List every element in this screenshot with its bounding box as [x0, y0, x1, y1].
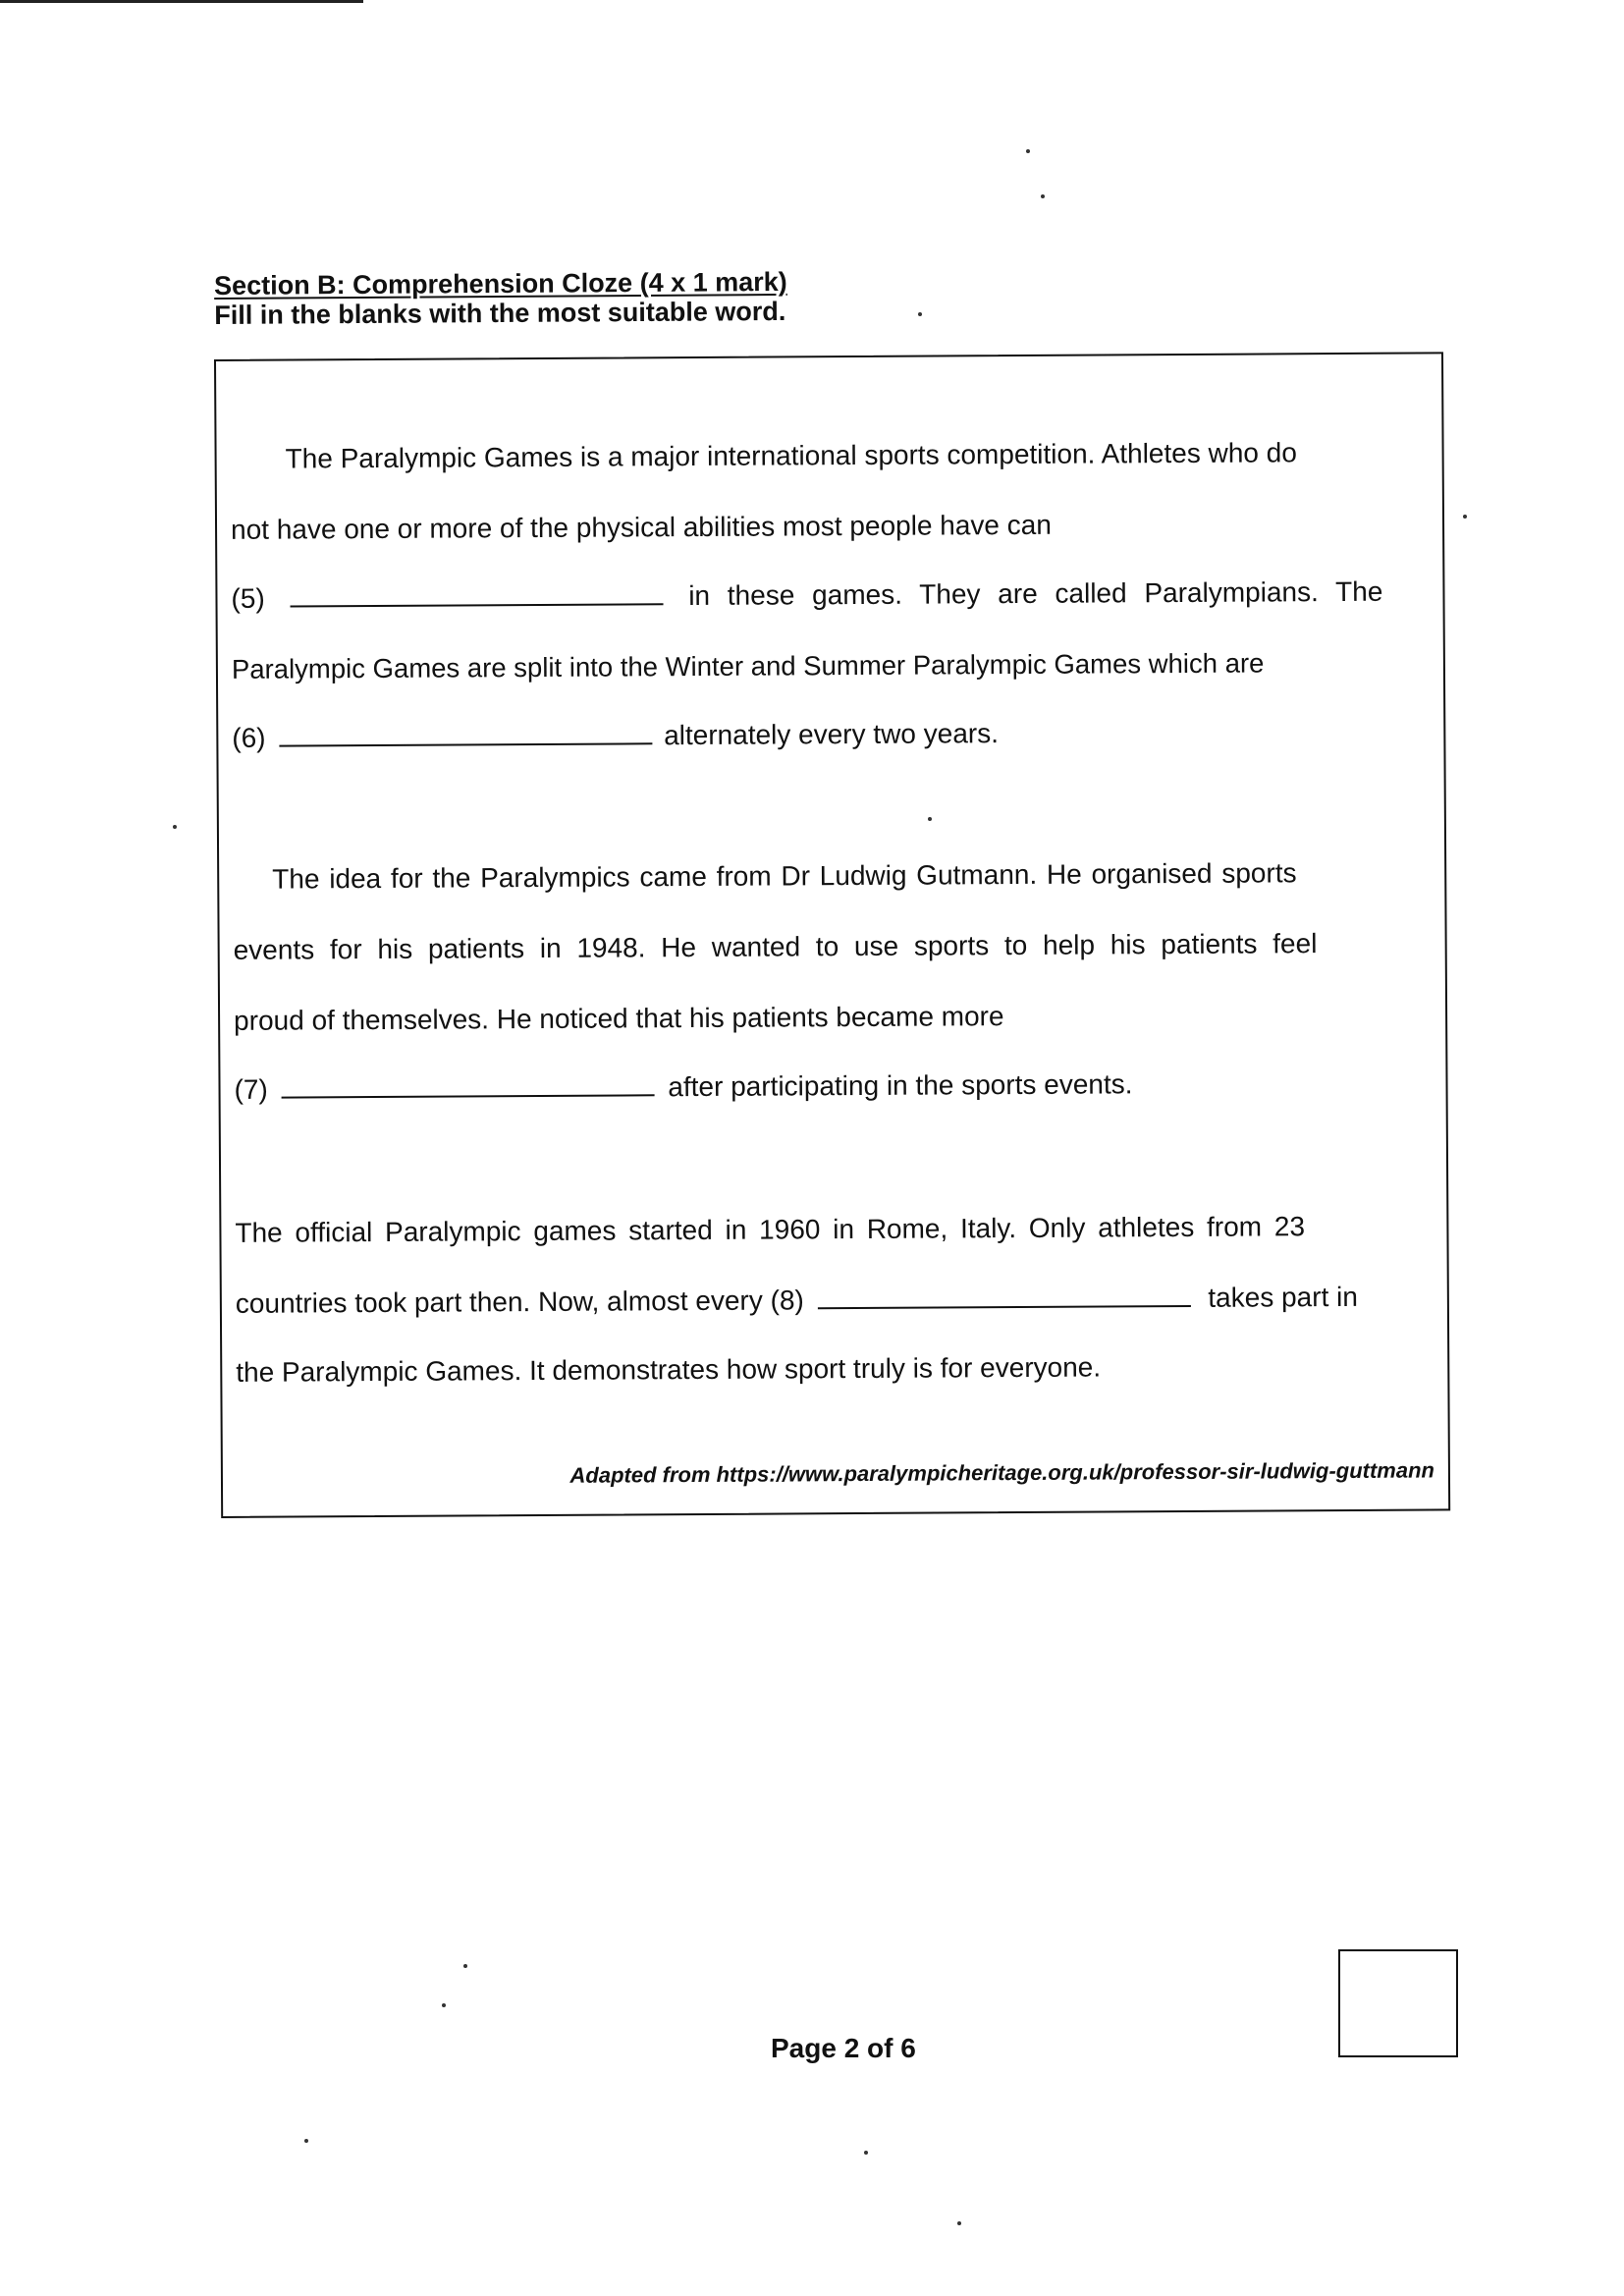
scan-speck [173, 825, 177, 829]
scan-speck [1026, 149, 1030, 153]
scan-edge-mark [0, 0, 363, 3]
passage-line-blank-6 [232, 718, 999, 754]
scan-speck [928, 817, 932, 821]
question-number-5: (5) [231, 582, 265, 614]
answer-blank-7[interactable] [281, 1072, 654, 1098]
passage-line: The Paralympic Games is a major international sports competition. Athletes who do [285, 437, 1297, 474]
page-number: Page 2 of 6 [771, 2033, 916, 2063]
passage-text: alternately every two years. [664, 718, 1000, 751]
source-attribution: Adapted from https://www.paralympicheritage.org.uk/professor-sir-ludwig-guttmann [569, 1457, 1435, 1488]
passage-text: takes part in [1208, 1281, 1358, 1313]
scan-speck [1041, 194, 1045, 198]
question-number-7: (7) [234, 1073, 268, 1105]
section-title: Section B: Comprehension Cloze (4 x 1 mark) [214, 266, 787, 301]
question-number-6: (6) [232, 722, 266, 753]
answer-blank-8[interactable] [817, 1284, 1190, 1309]
passage-line: events for his patients in 1948. He wanted to use sports to help his patients feel [233, 928, 1318, 965]
scan-speck [957, 2221, 961, 2225]
passage-box [214, 352, 1450, 1518]
passage-text: in these games. They are called Paralympians. The [688, 575, 1383, 612]
scan-speck [1463, 515, 1467, 519]
passage-line-blank-7 [234, 1068, 1132, 1106]
section-heading [214, 267, 787, 330]
scan-speck [442, 2003, 446, 2007]
section-instruction: Fill in the blanks with the most suitable word. [214, 296, 786, 330]
passage-line-blank-5 [231, 575, 1429, 614]
passage-line: The official Paralympic games started in 1960 in Rome, Italy. Only athletes from 23 [235, 1211, 1306, 1248]
passage-text: countries took part then. Now, almost every (8) [235, 1285, 804, 1319]
scan-speck [304, 2139, 308, 2143]
passage-line: the Paralympic Games. It demonstrates how sport truly is for everyone. [236, 1351, 1102, 1388]
answer-blank-6[interactable] [279, 721, 652, 746]
passage-line: proud of themselves. He noticed that his patients became more [234, 1001, 1004, 1036]
scan-speck [918, 312, 922, 316]
scan-speck [463, 1964, 467, 1968]
marks-box [1338, 1949, 1458, 2057]
passage-line-blank-8 [236, 1282, 1358, 1320]
passage-line: Paralympic Games are split into the Winter and Summer Paralympic Games which are [231, 647, 1265, 684]
passage-line: The idea for the Paralympics came from Dr Ludwig Gutmann. He organised sports [272, 857, 1297, 895]
passage-text: after participating in the sports events. [668, 1068, 1133, 1103]
answer-blank-5[interactable] [290, 581, 663, 607]
scan-speck [864, 2151, 868, 2155]
passage-line: not have one or more of the physical abilities most people have can [230, 509, 1052, 545]
